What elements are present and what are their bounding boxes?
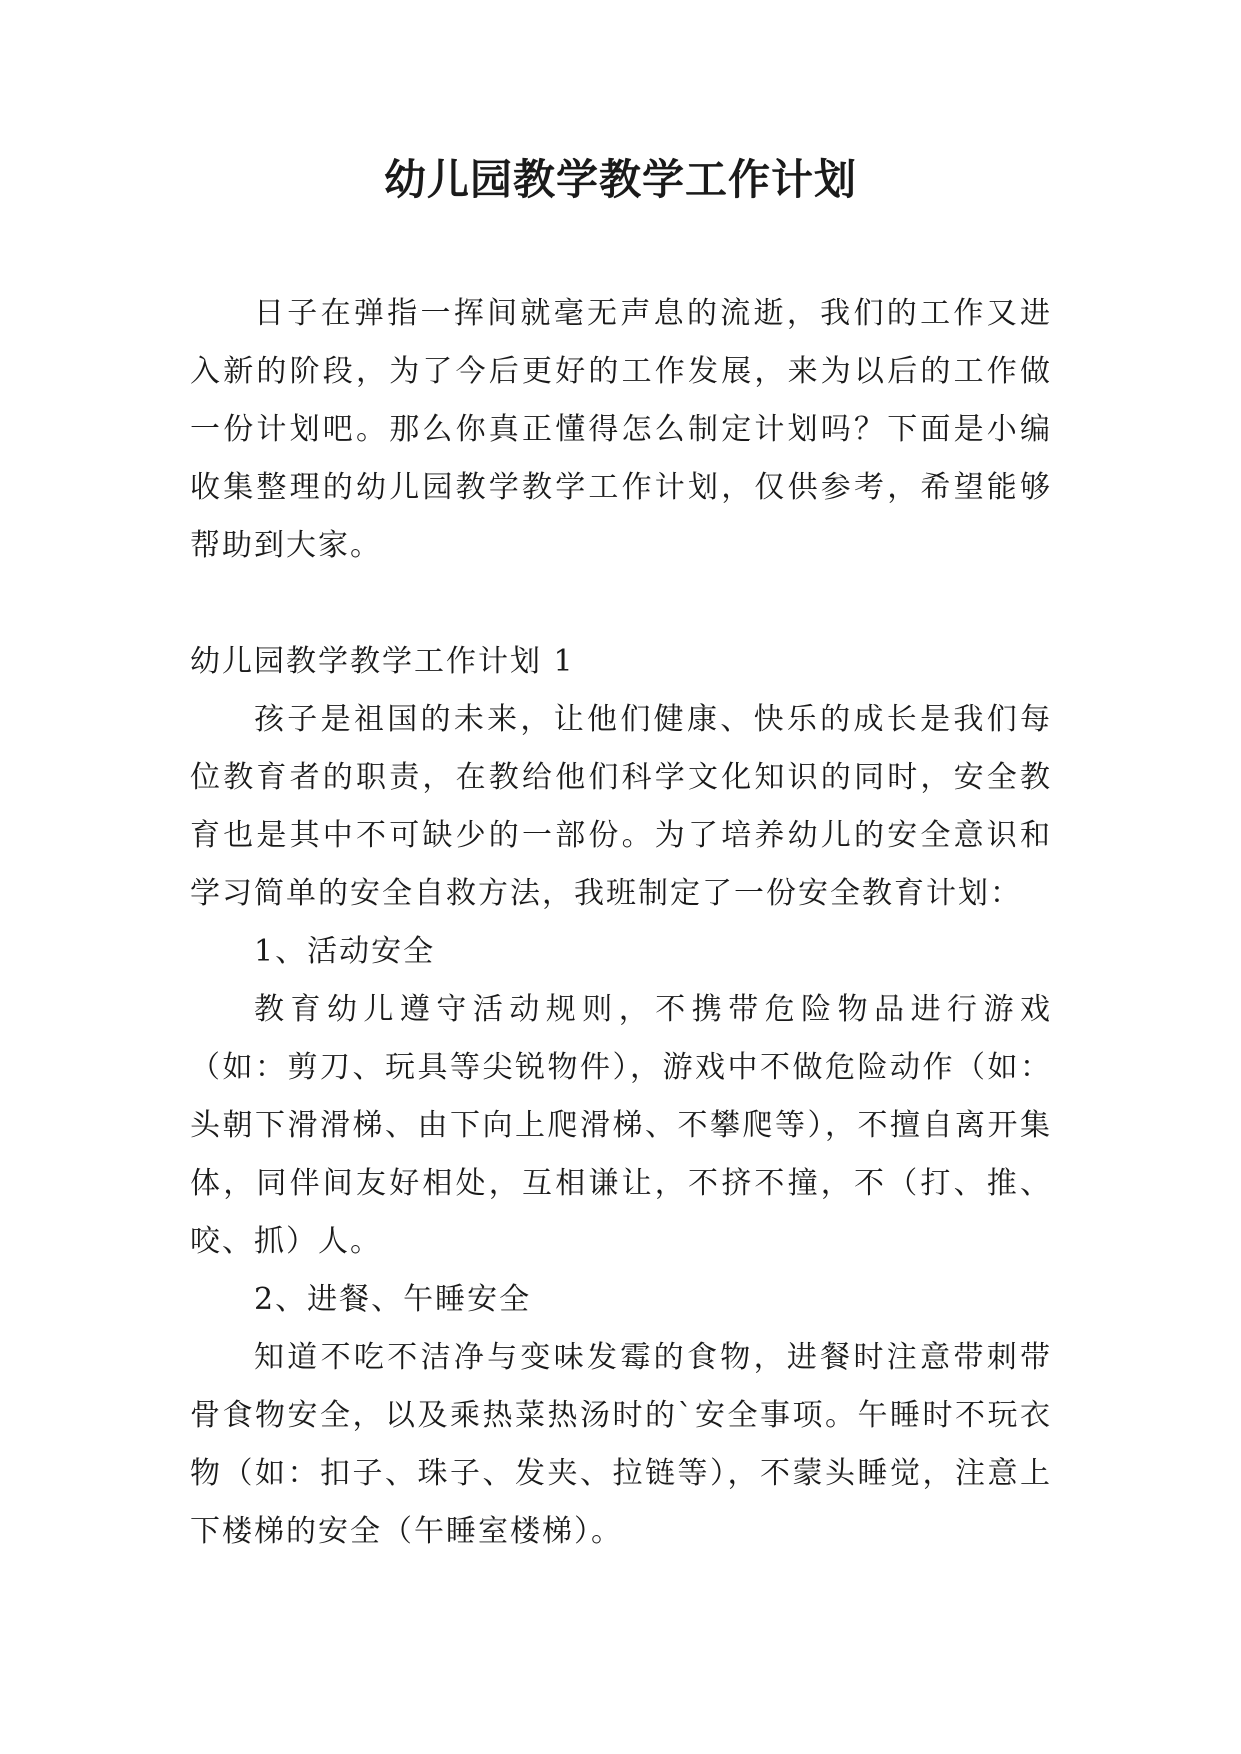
item1-heading: 1、活动安全 — [254, 934, 436, 969]
document-body — [190, 285, 1052, 1561]
document-title: 幼儿园教学教学工作计划 — [383, 155, 857, 204]
item2-heading: 2、进餐、午睡安全 — [254, 1282, 532, 1317]
paragraph-spacer — [190, 575, 1052, 633]
item2-paragraph: 知道不吃不洁净与变味发霉的食物，进餐时注意带刺带骨食物安全，以及乘热菜热汤时的`安全事项。午睡时不玩衣物（如：扣子、珠子、发夹、拉链等），不蒙头睡觉，注意上下楼梯的安全（午睡室楼梯）。 — [190, 1340, 1052, 1549]
intro-paragraph: 日子在弹指一挥间就毫无声息的流逝，我们的工作又进入新的阶段，为了今后更好的工作发展，来为以后的工作做一份计划吧。那么你真正懂得怎么制定计划吗？下面是小编收集整理的幼儿园教学教学工作计划，仅供参考，希望能够帮助到大家。 — [190, 296, 1052, 563]
section-intro-paragraph: 孩子是祖国的未来，让他们健康、快乐的成长是我们每位教育者的职责，在教给他们科学文化知识的同时，安全教育也是其中不可缺少的一部份。为了培养幼儿的安全意识和学习简单的安全自救方法，我班制定了一份安全教育计划： — [190, 702, 1052, 911]
section-heading: 幼儿园教学教学工作计划 1 — [190, 644, 575, 679]
item1-paragraph: 教育幼儿遵守活动规则，不携带危险物品进行游戏（如：剪刀、玩具等尖锐物件），游戏中不做危险动作（如：头朝下滑滑梯、由下向上爬滑梯、不攀爬等），不擅自离开集体，同伴间友好相处，互相谦让，不挤不撞，不（打、推、咬、抓）人。 — [190, 992, 1052, 1259]
